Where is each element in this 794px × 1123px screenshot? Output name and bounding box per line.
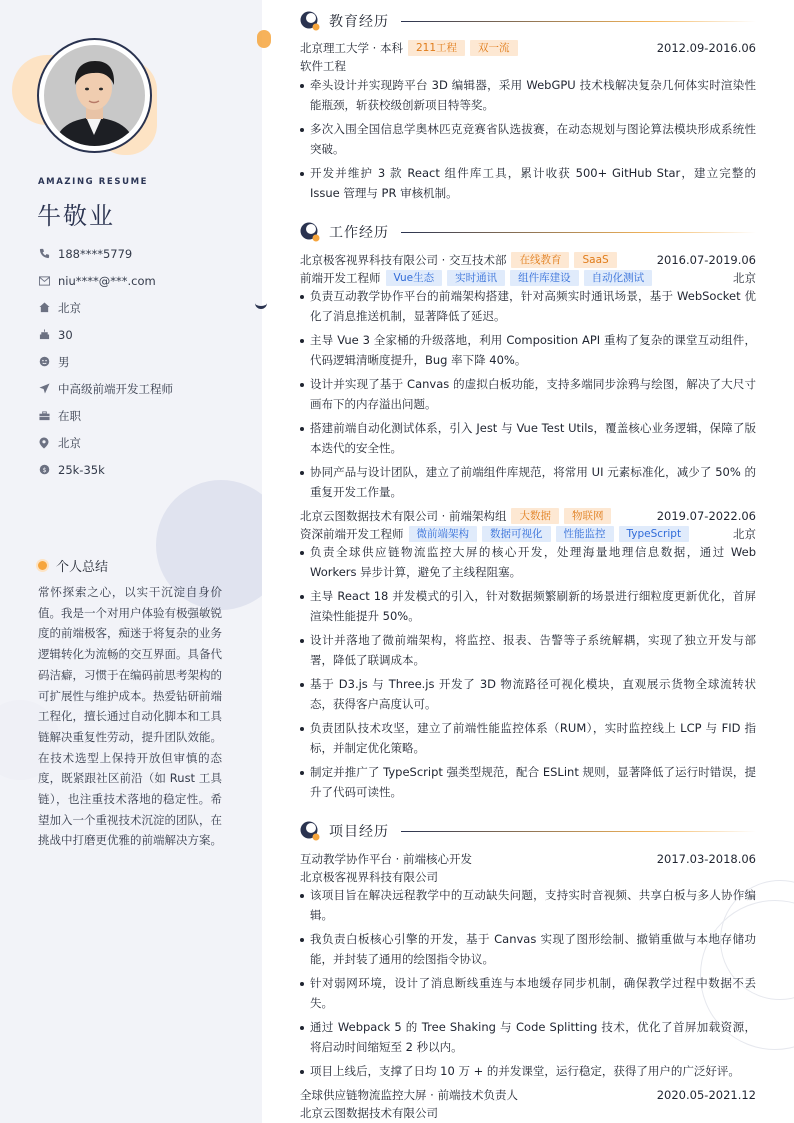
project-period: 2020.05-2021.12 [656,1088,756,1102]
list-item: 主导 React 18 并发模式的引入，针对数据频繁刷新的场景进行细粒度更新优化，首屏渲染性能提升 50%。 [300,587,756,627]
info-salary [38,456,173,483]
phone-value: 188****5779 [58,246,133,261]
section-title: 项目经历 [329,824,389,840]
resume-tagline: AMAZING RESUME [38,177,149,187]
tag: SaaS [574,252,616,268]
gender-icon [38,356,50,368]
education-header-row [300,39,756,57]
job-location: 北京 [733,527,756,541]
job-header-row [300,507,756,525]
status-value: 在职 [58,408,81,423]
tag: TypeScript [619,526,690,542]
section-education-header [300,9,756,33]
project-company-row [300,868,756,886]
section-divider [401,831,756,832]
phone-icon [38,248,50,260]
company-name: 北京极客视界科技有限公司 · 交互技术部 [300,253,507,267]
section-projects-header [300,819,756,843]
list-item: 负责互动教学协作平台的前端架构搭建，针对高频实时通讯场景，基于 WebSocket 优化了消息推送机制，显著降低了延迟。 [300,287,756,327]
summary-text: 常怀探索之心，以实干沉淀自身价值。我是一个对用户体验有极强敏锐度的前端极客，痴迷于将复杂的业务逻辑转化为流畅的交互界面。具备代码洁癖，习惯于在编码前思考架构的可扩展性与维护成本。热爱钻研前端工程化，擅长通过自动化脚本和工具链解决重复性劳动，提升团队效能。在技术选型上保持开放但审慎的态度，既紧跟社区前沿（如 Rust 工具链），也注重技术落地的稳定性。希望加入一个重视技术沉淀的团队，在挑战中打磨更优雅的前端解决方案。 [38,585,222,848]
tag: 物联网 [564,508,612,524]
tag: 性能监控 [556,526,614,542]
section-title: 工作经历 [329,225,389,241]
section-icon [300,11,320,31]
salary-value: 25k-35k [58,462,105,477]
school-name: 北京理工大学 · 本科 [300,41,403,55]
tag: 组件库建设 [510,270,579,286]
summary-heading [38,556,108,575]
svg-text:$: $ [41,465,47,474]
section-work-header [300,220,756,244]
list-item: 通过 Webpack 5 的 Tree Shaking 与 Code Splitting 技术，优化了首屏加载资源，将启动时间缩短至 2 秒以内。 [300,1018,756,1058]
cake-icon [38,329,50,341]
tag: 在线教育 [511,252,569,268]
education-major-row [300,57,756,75]
education-period: 2012.09-2016.06 [656,41,756,55]
sidebar [0,0,262,1123]
list-item: 主导 Vue 3 全家桶的升级落地，利用 Composition API 重构了复杂的课堂互动组件，代码逻辑清晰度提升，Bug 率下降 40%。 [300,331,756,371]
info-hometown [38,294,173,321]
decor-arc [255,295,267,309]
list-item: 我负责白板核心引擎的开发，基于 Canvas 实现了图形绘制、撤销重做与本地存储功能，并封装了通用的绘图指令协议。 [300,930,756,970]
project-header-row [300,850,756,868]
tag: 自动化测试 [584,270,653,286]
home-icon [38,302,50,314]
list-item: 开发并维护 3 款 React 组件库工具，累计收获 500+ GitHub Star，建立完整的 Issue 管理与 PR 审核机制。 [300,164,756,204]
email-value: niu****@***.com [58,273,156,288]
project-company: 北京极客视界科技有限公司 [300,870,438,884]
list-item: 协同产品与设计团队，建立了前端组件库规范，将常用 UI 元素标准化，减少了 50% 的重复开发工作量。 [300,463,756,503]
bullet-dot-icon [38,561,47,570]
job-header-row [300,251,756,269]
info-position [38,375,173,402]
info-age [38,321,173,348]
tag: 211工程 [408,40,465,56]
candidate-name: 牛敬业 [37,202,115,230]
project-name: 互动教学协作平台 · 前端核心开发 [300,852,472,866]
project-company: 北京云图数据技术有限公司 [300,1106,438,1120]
money-icon [38,464,50,476]
section-icon [300,222,320,242]
position-value: 中高级前端开发工程师 [58,381,173,396]
project-header-row [300,1086,756,1104]
list-item: 设计并实现了基于 Canvas 的虚拟白板功能，支持多端同步涂鸦与绘图，解决了大尺寸画布下的内存溢出问题。 [300,375,756,415]
send-icon [38,383,50,395]
job-role-row [300,525,756,543]
info-city [38,429,173,456]
list-item: 牵头设计并实现跨平台 3D 编辑器，采用 WebGPU 技术栈解决复杂几何体实时渲染性能瓶颈，斩获校级创新项目特等奖。 [300,76,756,116]
avatar [37,38,152,153]
project-period: 2017.03-2018.06 [656,852,756,866]
list-item: 针对弱网环境，设计了消息断线重连与本地缓存同步机制，确保教学过程中数据不丢失。 [300,974,756,1014]
gender-value: 男 [58,354,70,369]
info-email [38,267,173,294]
job-location: 北京 [733,271,756,285]
list-item: 基于 D3.js 与 Three.js 开发了 3D 物流路径可视化模块，直观展示货物全球流转状态，获得客户高度认可。 [300,675,756,715]
age-value: 30 [58,327,73,342]
tag: 双一流 [470,40,518,56]
project-name: 全球供应链物流监控大屏 · 前端技术负责人 [300,1088,518,1102]
info-status [38,402,173,429]
tag: 微前端架构 [409,526,478,542]
hometown-value: 北京 [58,300,81,315]
section-divider [401,232,756,233]
city-value: 北京 [58,435,81,450]
job-role-row [300,269,756,287]
summary-title: 个人总结 [56,560,109,575]
company-name: 北京云图数据技术有限公司 · 前端架构组 [300,509,507,523]
job-period: 2019.07-2022.06 [656,509,756,523]
tag: 大数据 [511,508,559,524]
job-role: 资深前端开发工程师 [300,527,404,541]
tag: Vue生态 [386,270,443,286]
briefcase-icon [38,410,50,422]
list-item: 该项目旨在解决远程教学中的互动缺失问题，支持实时音视频、共享白板与多人协作编辑。 [300,886,756,926]
list-item: 制定并推广了 TypeScript 强类型规范，配合 ESLint 规则，显著降低了运行时错误，提升了代码可读性。 [300,763,756,803]
list-item: 搭建前端自动化测试体系，引入 Jest 与 Vue Test Utils，覆盖核心业务逻辑，保障了版本迭代的安全性。 [300,419,756,459]
info-phone [38,240,173,267]
list-item: 多次入围全国信息学奥林匹克竞赛省队选拔赛，在动态规划与图论算法模块形成系统性突破。 [300,120,756,160]
job-role: 前端开发工程师 [300,271,381,285]
major: 软件工程 [300,59,346,73]
tag: 数据可视化 [482,526,551,542]
avatar-photo [44,45,145,146]
location-icon [38,437,50,449]
decor-dot [257,30,271,48]
list-item: 负责全球供应链物流监控大屏的核心开发，处理海量地理信息数据，通过 Web Workers 异步计算，避免了主线程阻塞。 [300,543,756,583]
section-title: 教育经历 [329,14,389,30]
job-period: 2016.07-2019.06 [656,253,756,267]
project-company-row [300,1104,756,1122]
list-item: 项目上线后，支撑了日均 10 万 + 的并发课堂，运行稳定，获得了用户的广泛好评。 [300,1062,756,1082]
tag: 实时通讯 [447,270,505,286]
list-item: 设计并落地了微前端架构，将监控、报表、告警等子系统解耦，实现了独立开发与部署，降低了联调成本。 [300,631,756,671]
contact-info-list [38,240,173,483]
section-divider [401,21,756,22]
section-icon [300,821,320,841]
list-item: 负责团队技术攻坚，建立了前端性能监控体系（RUM），实时监控线上 LCP 与 FID 指标，并制定优化策略。 [300,719,756,759]
mail-icon [38,275,50,287]
info-gender [38,348,173,375]
